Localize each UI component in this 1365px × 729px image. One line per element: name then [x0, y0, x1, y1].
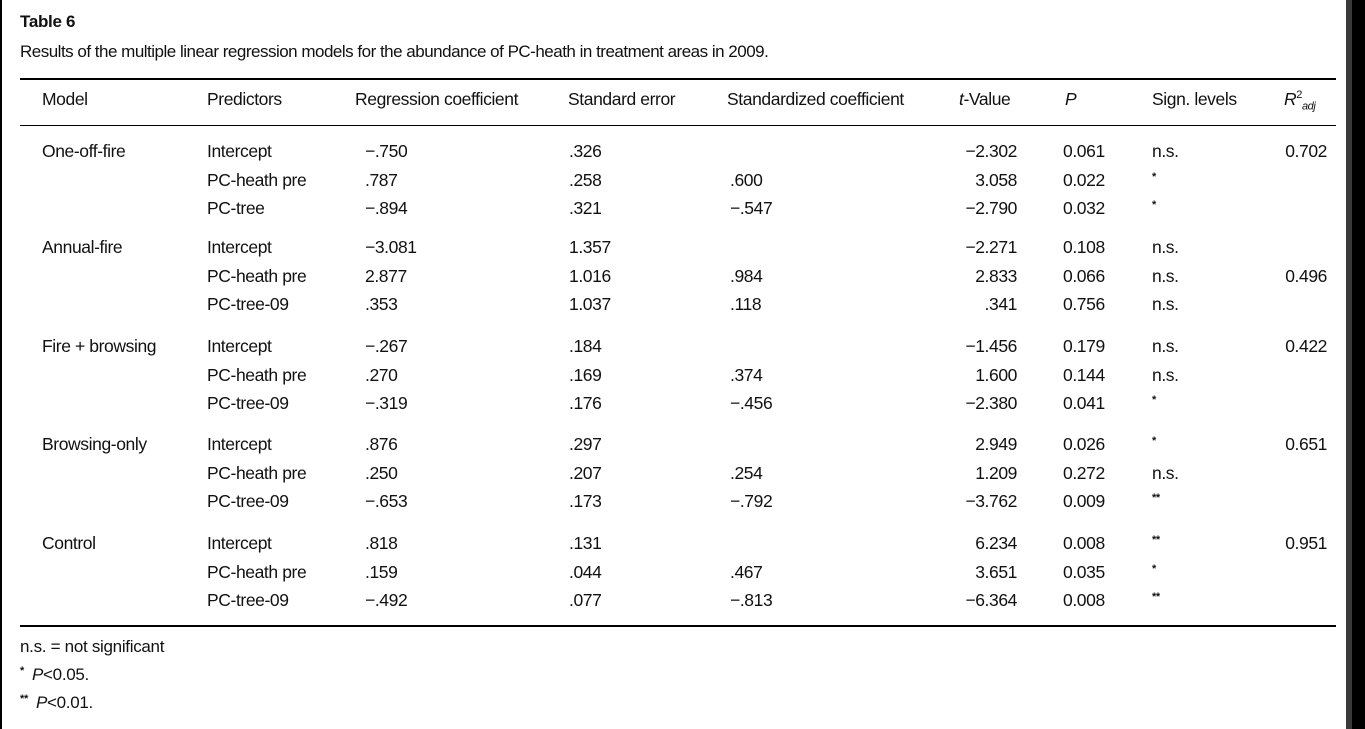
header-standardized-coefficient: Standardized coefficient [727, 89, 904, 109]
cell-p: 0.035 [1063, 561, 1105, 582]
cell-coef: 2.877 [365, 265, 407, 286]
cell-t: −2.271 [965, 237, 1017, 257]
cell-r2-adj: 0.651 [1285, 434, 1327, 454]
header-p-italic: P [1065, 89, 1077, 109]
header-r2-adj [1284, 89, 1316, 113]
cell-predictor: PC-heath pre [207, 265, 307, 286]
cell-p: 0.066 [1063, 265, 1105, 286]
cell-p: 0.041 [1063, 393, 1105, 413]
cell-se: .131 [569, 533, 602, 553]
cell-predictor: Intercept [207, 533, 272, 553]
cell-predictor: PC-tree-09 [207, 294, 289, 314]
cell-sig: n.s. [1152, 294, 1179, 314]
cell-sig: n.s. [1152, 462, 1179, 483]
cell-se: .207 [569, 462, 602, 483]
cell-sig: n.s. [1152, 141, 1179, 161]
header-model: Model [42, 89, 88, 109]
cell-t: −2.302 [965, 141, 1017, 161]
cell-r2-adj: 0.702 [1285, 141, 1327, 161]
cell-se: 1.037 [569, 294, 611, 314]
cell-predictor: Intercept [207, 336, 272, 356]
cell-std: −.792 [730, 491, 773, 511]
document-page [2, 0, 1346, 729]
cell-se: .173 [569, 491, 602, 511]
header-p [1065, 89, 1076, 110]
cell-sig: n.s. [1152, 364, 1179, 385]
cell-std: .984 [730, 265, 763, 286]
header-t-rest: -Value [963, 89, 1011, 109]
model-name: Browsing-only [42, 434, 147, 454]
cell-coef: −.750 [365, 141, 408, 161]
cell-p: 0.272 [1063, 462, 1105, 483]
cell-p: 0.032 [1063, 198, 1105, 218]
header-predictors: Predictors [207, 89, 282, 109]
cell-r2-adj: 0.951 [1285, 533, 1327, 553]
header-t-italic: t [959, 89, 964, 109]
cell-std: .118 [730, 294, 762, 314]
cell-t: 1.600 [975, 364, 1017, 385]
cell-predictor: PC-tree-09 [207, 393, 289, 413]
cell-t: 3.058 [975, 169, 1017, 190]
cell-sig: * [1152, 435, 1156, 447]
cell-predictor: PC-heath pre [207, 462, 307, 483]
cell-coef: −.894 [365, 198, 408, 218]
cell-sig: n.s. [1152, 336, 1179, 356]
cell-se: .176 [569, 393, 602, 413]
cell-t: 1.209 [975, 462, 1017, 483]
cell-p: 0.008 [1063, 590, 1105, 610]
model-name: One-off-fire [42, 141, 126, 161]
cell-coef: .159 [365, 561, 398, 582]
bottom-rule [20, 625, 1336, 627]
cell-se: .297 [569, 434, 602, 454]
footnote-p001: ** P<0.01. [20, 693, 93, 712]
cell-se: .184 [569, 336, 602, 356]
cell-t: −2.790 [965, 198, 1017, 218]
cell-r2-adj: 0.496 [1285, 265, 1327, 286]
page-edge [1346, 0, 1352, 729]
cell-coef: −3.081 [365, 237, 417, 257]
cell-se: .077 [569, 590, 602, 610]
cell-predictor: Intercept [207, 237, 272, 257]
cell-t: 6.234 [975, 533, 1017, 553]
model-name: Control [42, 533, 96, 553]
cell-coef: .818 [365, 533, 398, 553]
cell-predictor: PC-heath pre [207, 169, 307, 190]
cell-sig: * [1152, 394, 1156, 406]
top-rule [20, 78, 1336, 80]
cell-se: 1.016 [569, 265, 611, 286]
cell-p: 0.756 [1063, 294, 1105, 314]
header-sign-levels: Sign. levels [1152, 89, 1237, 109]
model-name: Fire + browsing [42, 336, 157, 356]
cell-t: .341 [984, 294, 1017, 314]
header-t-value [959, 89, 1010, 110]
header-r2-sub: adj [1301, 100, 1316, 113]
cell-coef: −.492 [365, 590, 408, 610]
cell-predictor: PC-heath pre [207, 561, 307, 582]
header-rule [20, 125, 1336, 126]
cell-t: −2.380 [965, 393, 1017, 413]
cell-t: 2.949 [975, 434, 1017, 454]
cell-coef: .353 [365, 294, 398, 314]
cell-p: 0.009 [1063, 491, 1105, 511]
footnote-p005: * P<0.05. [20, 665, 89, 684]
cell-t: 3.651 [975, 561, 1017, 582]
cell-sig: ** [1152, 591, 1160, 603]
cell-t: 2.833 [975, 265, 1017, 286]
cell-t: −3.762 [965, 491, 1017, 511]
cell-predictor: PC-tree [207, 198, 265, 218]
cell-sig: * [1152, 562, 1156, 575]
cell-predictor: Intercept [207, 434, 272, 454]
cell-sig: n.s. [1152, 265, 1179, 286]
cell-p: 0.061 [1063, 141, 1105, 161]
cell-std: .374 [730, 364, 763, 385]
cell-se: 1.357 [569, 237, 611, 257]
header-r2-sup: 2 [1296, 89, 1302, 102]
header-standard-error: Standard error [568, 89, 676, 109]
cell-p: 0.108 [1063, 237, 1105, 257]
cell-coef: −.653 [365, 491, 408, 511]
cell-predictor: PC-tree-09 [207, 491, 289, 511]
cell-p: 0.026 [1063, 434, 1105, 454]
cell-r2-adj: 0.422 [1285, 336, 1327, 356]
header-regression-coefficient: Regression coefficient [355, 89, 519, 109]
table-title: Table 6 [20, 12, 76, 31]
cell-sig: * [1152, 199, 1156, 211]
cell-predictor: Intercept [207, 141, 272, 161]
cell-std: −.547 [730, 198, 773, 218]
cell-predictor: PC-tree-09 [207, 590, 289, 610]
model-name: Annual-fire [42, 237, 123, 257]
cell-sig: ** [1152, 492, 1160, 504]
cell-sig: ** [1152, 534, 1160, 546]
header-r2-base: R [1284, 89, 1297, 109]
cell-coef: .876 [365, 434, 398, 454]
cell-std: .254 [730, 462, 763, 483]
cell-coef: −.267 [365, 336, 408, 356]
cell-p: 0.008 [1063, 533, 1105, 553]
cell-coef: .250 [365, 462, 398, 483]
footnote-ns: n.s. = not significant [20, 637, 165, 656]
cell-coef: −.319 [365, 393, 408, 413]
table-caption: Results of the multiple linear regression models for the abundance of PC-heath in treatment areas in 2009. [20, 42, 769, 61]
cell-sig: * [1152, 170, 1156, 183]
cell-p: 0.144 [1063, 364, 1105, 385]
cell-coef: .787 [365, 169, 398, 190]
cell-t: −1.456 [965, 336, 1017, 356]
cell-predictor: PC-heath pre [207, 364, 307, 385]
cell-p: 0.022 [1063, 169, 1105, 190]
cell-p: 0.179 [1063, 336, 1105, 356]
cell-std: −.456 [730, 393, 773, 413]
cell-se: .321 [569, 198, 602, 218]
cell-std: .600 [730, 169, 763, 190]
cell-coef: .270 [365, 364, 398, 385]
cell-se: .169 [569, 364, 602, 385]
cell-std: .467 [730, 561, 763, 582]
cell-t: −6.364 [965, 590, 1017, 610]
cell-se: .326 [569, 141, 602, 161]
cell-se: .258 [569, 169, 602, 190]
cell-sig: n.s. [1152, 237, 1179, 257]
cell-se: .044 [569, 561, 602, 582]
cell-std: −.813 [730, 590, 773, 610]
